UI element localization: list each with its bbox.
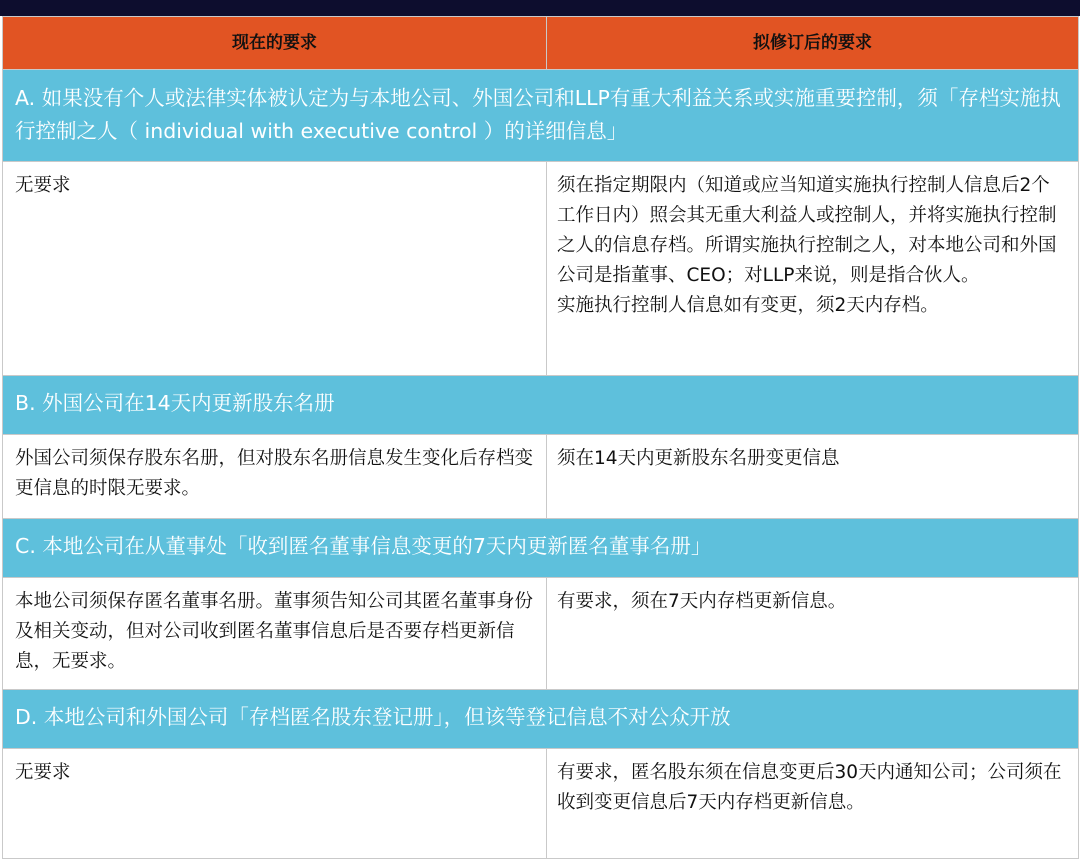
current-cell-a: 无要求: [3, 162, 547, 376]
proposed-text-a: 须在指定期限内（知道或应当知道实施执行控制人信息后2个工作日内）照会其无重大利益人或控制人，并将实施执行控制之人的信息存档。所谓实施执行控制之人，对本地公司和外国公司是指董事、CEO；对LLP来说，则是指合伙人。: [557, 175, 1057, 286]
section-row-a: [3, 70, 1079, 162]
table-header-row: [3, 17, 1079, 70]
current-cell-d: 无要求: [3, 749, 547, 859]
requirements-table: [2, 16, 1079, 859]
table-row-c: [3, 578, 1079, 690]
table-row-a: [3, 162, 1079, 376]
section-title-c: C. 本地公司在从董事处「收到匿名董事信息变更的7天内更新匿名董事名册」: [3, 519, 1079, 578]
section-title-d: D. 本地公司和外国公司「存档匿名股东登记册」，但该等登记信息不对公众开放: [3, 690, 1079, 749]
proposed-cell-a: [547, 162, 1079, 376]
table-row-d: [3, 749, 1079, 859]
table-row-b: [3, 435, 1079, 519]
section-row-d: [3, 690, 1079, 749]
proposed-cell-c: 有要求，须在7天内存档更新信息。: [547, 578, 1079, 690]
section-row-b: [3, 376, 1079, 435]
current-cell-c: 本地公司须保存匿名董事名册。董事须告知公司其匿名董事身份及相关变动，但对公司收到匿名董事信息后是否要存档更新信息，无要求。: [3, 578, 547, 690]
proposed-cell-d: 有要求，匿名股东须在信息变更后30天内通知公司；公司须在收到变更信息后7天内存档更新信息。: [547, 749, 1079, 859]
section-title-a: A. 如果没有个人或法律实体被认定为与本地公司、外国公司和LLP有重大利益关系或实施重要控制，须「存档实施执行控制之人（ individual with executive control ）的详细信息」: [3, 70, 1079, 162]
header-current: 现在的要求: [3, 17, 547, 70]
proposed-extra-a: 实施执行控制人信息如有变更，须2天内存档。: [557, 295, 939, 316]
section-title-b: B. 外国公司在14天内更新股东名册: [3, 376, 1079, 435]
top-bar: [0, 0, 1080, 16]
section-row-c: [3, 519, 1079, 578]
proposed-cell-b: 须在14天内更新股东名册变更信息: [547, 435, 1079, 519]
header-proposed: 拟修订后的要求: [547, 17, 1079, 70]
current-cell-b: 外国公司须保存股东名册，但对股东名册信息发生变化后存档变更信息的时限无要求。: [3, 435, 547, 519]
